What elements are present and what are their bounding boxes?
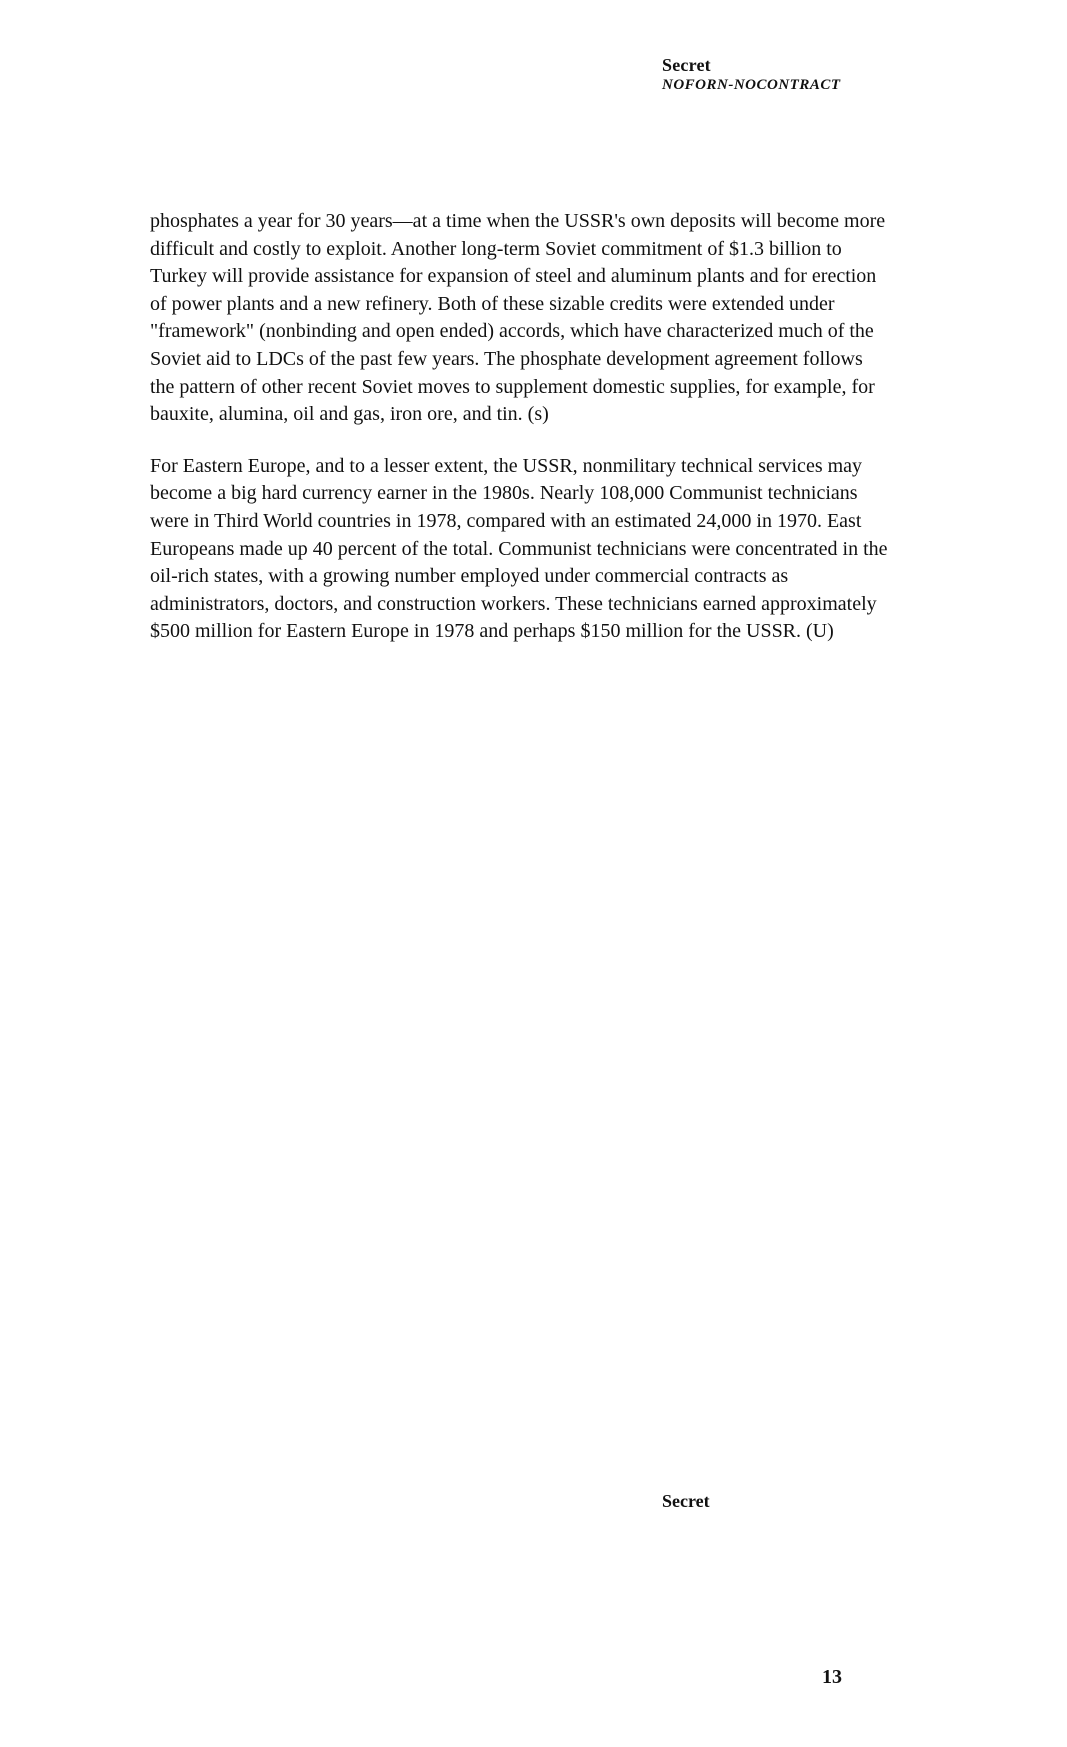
handling-caveat: NOFORN-NOCONTRACT <box>662 77 841 93</box>
classification-marking-top: Secret <box>662 55 711 75</box>
page-header <box>662 54 902 94</box>
paragraph-technical-services: For Eastern Europe, and to a lesser extent, the USSR, nonmilitary technical services may become a big hard currency earner in the 1980s. Nearly 108,000 Communist technicians were in Third World countries in 1978, compared with an estimated 24,000 in 1970. East Europeans made up 40 percent of the total. Communist technicians were concentrated in the oil-rich states, with a growing number employed under commercial contracts as administrators, doctors, and construction workers. These technicians earned approximately $500 million for Eastern Europe in 1978 and perhaps $150 million for the USSR. (U) <box>150 454 888 643</box>
page-number: 13 <box>822 1666 842 1688</box>
document-body <box>150 208 891 646</box>
paragraph-phosphate-credits: phosphates a year for 30 years—at a time when the USSR's own deposits will become more difficult and costly to exploit. Another long-term Soviet commitment of $1.3 billion to Turkey will provide assistance for expansion of steel and aluminum plants and for erection of power plants and a new refinery. Both of these sizable credits were extended under "framework" (nonbinding and open ended) accords, which have characterized much of the Soviet aid to LDCs of the past few years. The phosphate development agreement follows the pattern of other recent Soviet moves to supplement domestic supplies, for example, for bauxite, alumina, oil and gas, iron ore, and tin. (s) <box>150 210 886 426</box>
classification-marking-bottom: Secret <box>662 1491 710 1511</box>
